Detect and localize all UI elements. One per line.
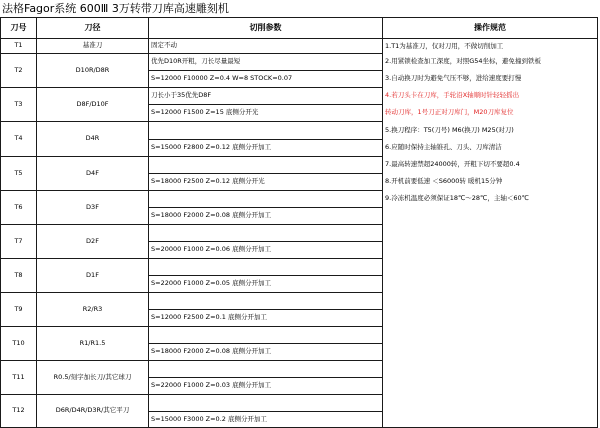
tool-diameter: D4F <box>37 157 149 191</box>
table-row <box>1 157 598 174</box>
tool-diameter: D8F/D10F <box>37 88 149 122</box>
tool-no: T6 <box>1 191 37 225</box>
rule-blank <box>383 225 598 242</box>
header-params: 切削参数 <box>149 18 383 39</box>
tool-diameter: 基准刀 <box>37 39 149 54</box>
tool-params: S=22000 F1000 Z=0.05 底侧分开加工 <box>149 276 383 293</box>
table-row <box>1 39 598 54</box>
rule-blank <box>383 310 598 327</box>
rule-line: 7.最高转速禁超24000转，开粗下切不要超0.4 <box>383 157 598 174</box>
tool-note: 固定不动 <box>149 39 383 54</box>
tool-note: 刀长小于35优先D8F <box>149 88 383 105</box>
tool-note <box>149 327 383 344</box>
rule-line: 8.开机前要低速 ＜S6000转 暖机15分钟 <box>383 174 598 191</box>
rule-blank <box>383 327 598 344</box>
rule-line-warning: 4.若刀头卡在刀库，手轮沿X轴顺时针轻轻摇出 <box>383 88 598 105</box>
tool-params: S=12000 F10000 Z=0.4 W=8 STOCK=0.07 <box>149 71 383 88</box>
rule-blank <box>383 293 598 310</box>
tool-params: S=22000 F1000 Z=0.03 底侧分开加工 <box>149 378 383 395</box>
tool-no: T1 <box>1 39 37 54</box>
rule-blank <box>383 242 598 259</box>
tool-diameter: D3F <box>37 191 149 225</box>
tool-no: T11 <box>1 361 37 395</box>
rule-line: 3.自动换刀时为避免气压不够，进给速度要打慢 <box>383 71 598 88</box>
page-title: 法格Fagor系统 600Ⅲ 3万转带刀库高速雕刻机 <box>2 2 229 15</box>
tool-no: T2 <box>1 54 37 88</box>
rule-line: 6.应随时保持主轴锥孔、刀头、刀库清洁 <box>383 140 598 157</box>
tool-no: T7 <box>1 225 37 259</box>
table-row <box>1 191 598 208</box>
tool-note <box>149 157 383 174</box>
table-row <box>1 88 598 105</box>
tool-diameter: D10R/D8R <box>37 54 149 88</box>
tool-note <box>149 395 383 412</box>
rule-blank <box>383 208 598 225</box>
tool-params: S=18000 F2000 Z=0.08 底侧分开加工 <box>149 208 383 225</box>
rule-line: 1.T1为基准刀，仅对刀用，不做切削加工 <box>383 39 598 54</box>
rule-line: 9.冷冻机温度必须保证18℃～28℃，主轴＜60℃ <box>383 191 598 208</box>
tool-no: T12 <box>1 395 37 428</box>
tool-table <box>0 17 598 428</box>
tool-note <box>149 361 383 378</box>
rule-blank <box>383 412 598 428</box>
tool-no: T4 <box>1 122 37 157</box>
tool-diameter: D4R <box>37 122 149 157</box>
tool-no: T3 <box>1 88 37 122</box>
tool-diameter: R2/R3 <box>37 293 149 327</box>
rule-line: 5.换刀程序：T5(刀号) M6(换刀) M25(对刀) <box>383 122 598 140</box>
tool-note <box>149 191 383 208</box>
tool-no: T9 <box>1 293 37 327</box>
rule-blank <box>383 378 598 395</box>
rule-line: 2.用紧锁检查加工深度，对照G54坐标，避免撞到铁板 <box>383 54 598 71</box>
table-row <box>1 293 598 310</box>
table-row <box>1 327 598 344</box>
tool-diameter: R1/R1.5 <box>37 327 149 361</box>
tool-params: S=20000 F1000 Z=0.06 底侧分开加工 <box>149 242 383 259</box>
tool-note: 优先D10R开粗，刀长尽量最短 <box>149 54 383 71</box>
tool-params: S=18000 F2500 Z=0.12 底侧分开光 <box>149 174 383 191</box>
rule-blank <box>383 361 598 378</box>
tool-no: T8 <box>1 259 37 293</box>
table-row <box>1 122 598 140</box>
header-tool-no: 刀号 <box>1 18 37 39</box>
header-diameter: 刀径 <box>37 18 149 39</box>
table-header-row <box>1 18 598 39</box>
tool-params: S=12000 F2500 Z=0.1 底侧分开加工 <box>149 310 383 327</box>
tool-no: T10 <box>1 327 37 361</box>
table-row <box>1 259 598 276</box>
table-row <box>1 361 598 378</box>
tool-diameter: R0.5/刻字加长刀/其它球刀 <box>37 361 149 395</box>
table-row <box>1 54 598 71</box>
tool-diameter: D1F <box>37 259 149 293</box>
tool-diameter: D6R/D4R/D3R/其它平刀 <box>37 395 149 428</box>
tool-note <box>149 259 383 276</box>
rule-blank <box>383 395 598 412</box>
header-rules: 操作规范 <box>383 18 598 39</box>
rule-blank <box>383 344 598 361</box>
tool-no: T5 <box>1 157 37 191</box>
tool-params: S=12000 F1500 Z=15 底侧分开光 <box>149 105 383 122</box>
table-row <box>1 225 598 242</box>
tool-diameter: D2F <box>37 225 149 259</box>
table-row <box>1 395 598 412</box>
tool-note <box>149 293 383 310</box>
tool-note <box>149 122 383 140</box>
tool-params: S=15000 F2800 Z=0.12 底侧分开加工 <box>149 140 383 157</box>
tool-params: S=15000 F3000 Z=0.2 底侧分开加工 <box>149 412 383 428</box>
tool-note <box>149 225 383 242</box>
tool-params: S=18000 F2000 Z=0.08 底侧分开加工 <box>149 344 383 361</box>
rule-blank <box>383 259 598 276</box>
rule-blank <box>383 276 598 293</box>
rule-line-warning: 转动刀库，1号刀正对刀库门，M20刀库复位 <box>383 105 598 122</box>
